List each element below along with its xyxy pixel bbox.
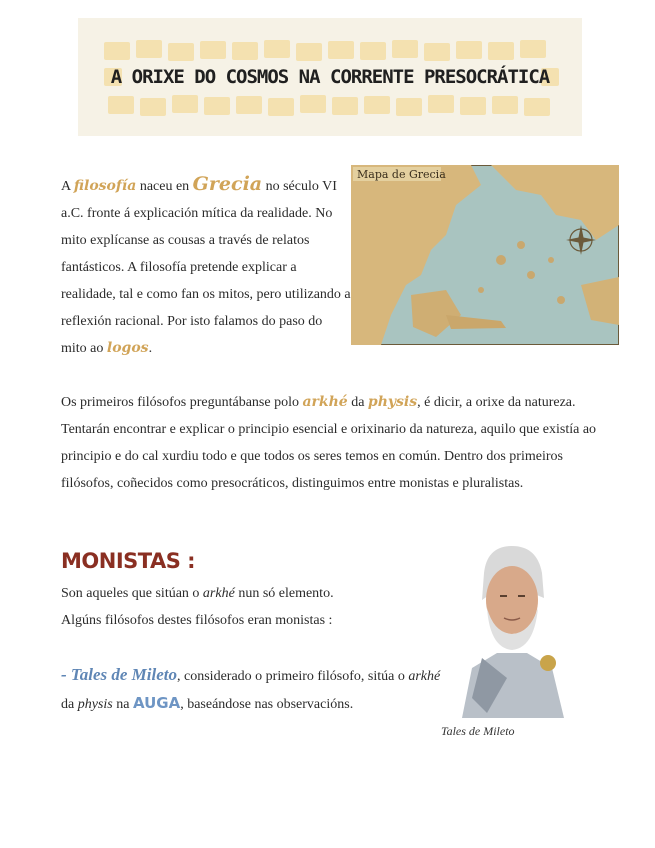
highlight-physis: physis [367,394,418,410]
page-title: A ORIXE DO COSMOS NA CORRENTE PRESOCRÁTICA [110,66,550,88]
highlight-arkhe: arkhé [302,394,348,410]
greece-map-image [351,165,619,345]
intro-paragraph: A filosofía naceu en Grecia no século VI a.C. fronte á explicación mítica da realidade. No mito explícanse as cousas a través de relatos fantásticos. A filosofía pretende explicar a realidade, tal e como fan os mitos, pero utilizando a reflexión racional. Por isto falamos do paso do mito ao logos. [61,173,351,356]
portrait-caption: Tales de Mileto [441,724,515,738]
highlight-tales-name: Tales de Mileto [70,665,178,684]
tales-portrait-image [452,538,572,718]
highlight-auga: AUGA [132,694,181,712]
section-heading-monistas: MONISTAS : [61,549,196,573]
title-banner [78,18,582,136]
tales-paragraph: - Tales de Mileto, considerado o primeiro filósofo, sitúa o arkhé da physis na AUGA, baseándose nas observacións. [61,665,441,712]
map-label: Mapa de Grecia [357,168,446,181]
highlight-filosofia: filosofía [73,178,137,194]
highlight-logos: logos [106,340,149,356]
monistas-definition: Son aqueles que sitúan o arkhé nun só elemento. Algúns filósofos destes filósofos eran monistas : [61,586,334,628]
highlight-grecia: Grecia [192,173,263,195]
physis-paragraph: Os primeiros filósofos preguntábanse polo arkhé da physis, é dicir, a orixe da natureza. Tentarán encontrar e explicar o principio esencial e orixinario da natureza, aquilo que existía ao principio e do cal xurdiu todo e que todos os seres temos en común. Dentro dos primeiros filósofos, coñecidos como presocráticos, distinguimos entre monistas e pluralistas. [61,394,597,491]
